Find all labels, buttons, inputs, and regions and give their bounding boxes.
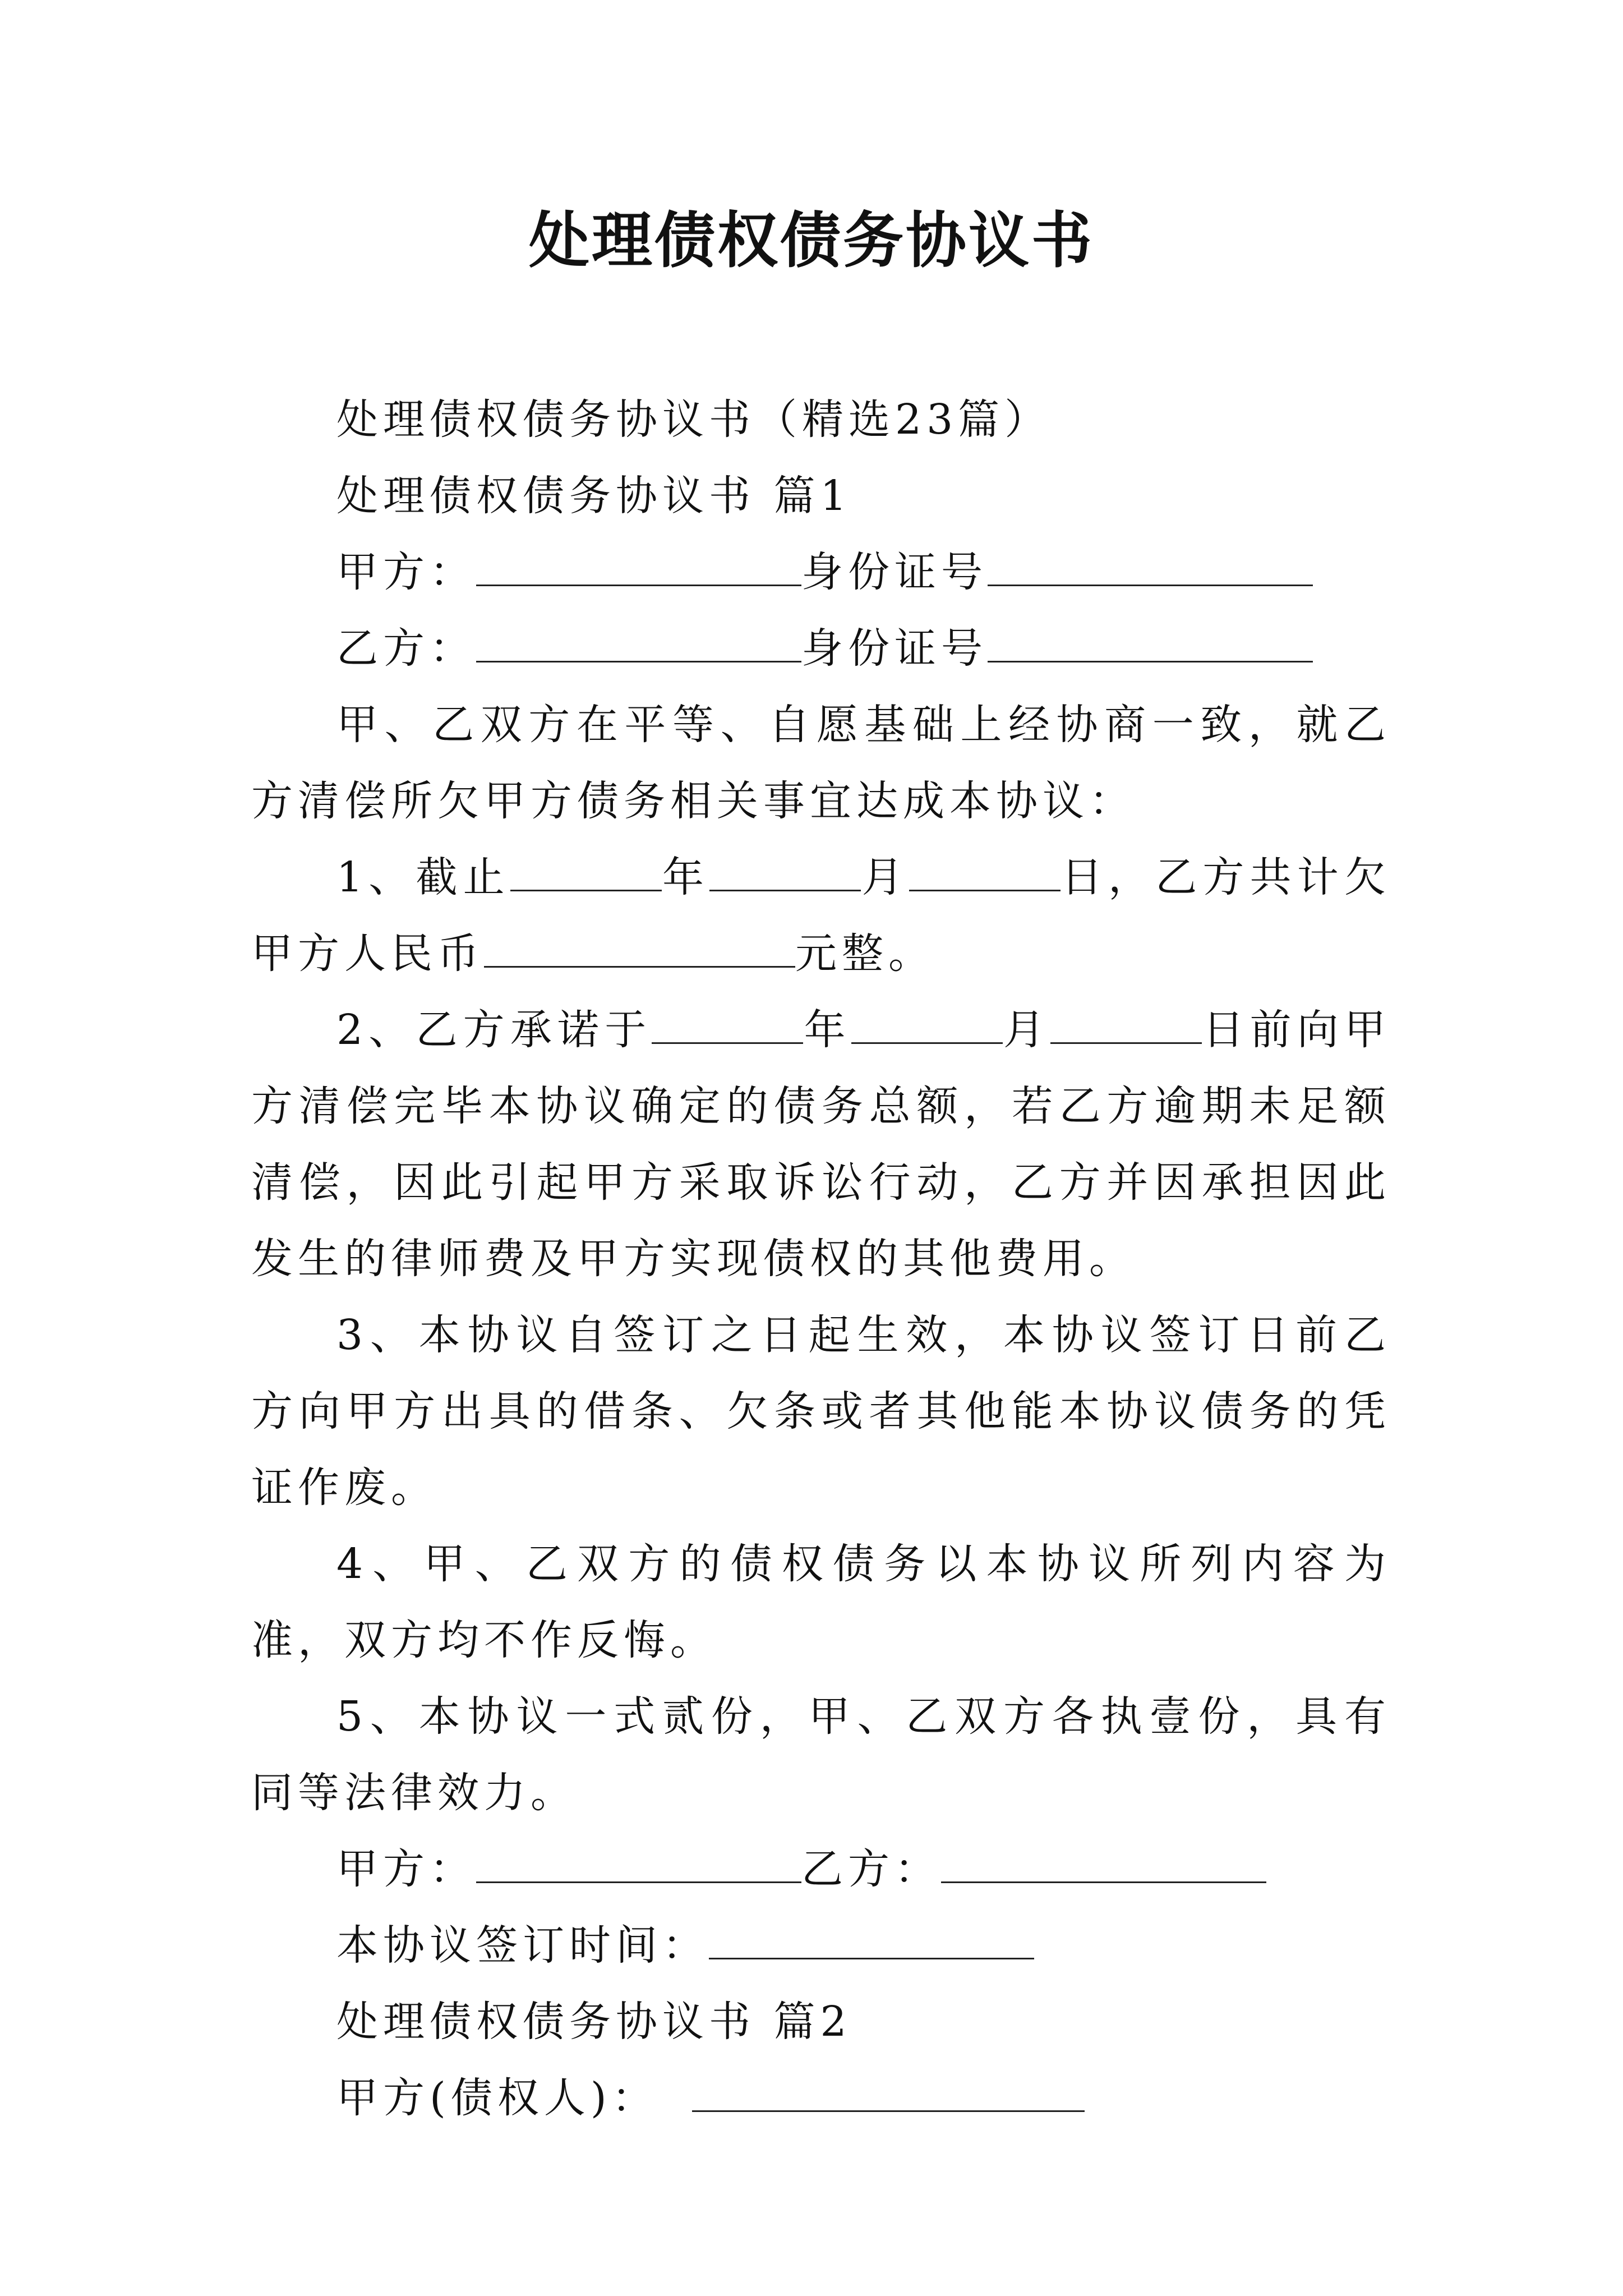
- creditor-line: [251, 2060, 1391, 2136]
- party-a-name-blank: [476, 546, 801, 586]
- clause-2-month: 月: [1002, 1006, 1051, 1054]
- clause-2-prefix: 2、乙方承诺于: [336, 1006, 652, 1054]
- clause-4: 4、甲、乙双方的债权债务以本协议所列内容为准，双方均不作反悔。: [251, 1540, 1391, 1664]
- party-b-name-blank: [476, 623, 801, 662]
- sign-b-blank: [941, 1843, 1266, 1883]
- party-b-id-label: 身份证号: [801, 624, 988, 673]
- party-b-id-blank: [988, 623, 1313, 662]
- clause-1-year-blank: [510, 852, 662, 891]
- clause-1-amount-blank: [484, 928, 795, 968]
- sign-a-blank: [476, 1843, 801, 1883]
- document-title: 处理债权债务协议书: [528, 206, 1094, 276]
- clause-2: [251, 992, 1391, 1297]
- clause-2-rest: 日前向甲方清偿完毕本协议确定的债务总额，若乙方逾期未足额清偿，因此引起甲方采取诉讼行动，乙方并因承担因此发生的律师费及甲方实现债权的其他费用。: [251, 1006, 1391, 1283]
- party-a-id-label: 身份证号: [801, 548, 988, 596]
- section-2-heading: 处理债权债务协议书 篇2: [336, 1998, 852, 2046]
- clause-1-middle: 日，乙方共计欠甲方人民币: [251, 853, 1391, 978]
- clause-5: 5、本协议一式贰份，甲、乙双方各执壹份，具有同等法律效力。: [251, 1692, 1391, 1817]
- section-1-heading: 处理债权债务协议书 篇1: [336, 472, 852, 520]
- signature-line: [251, 1831, 1391, 1907]
- party-a-id-blank: [988, 546, 1313, 586]
- creditor-blank: [692, 2072, 1085, 2112]
- sign-b-label: 乙方：: [801, 1845, 941, 1893]
- document-subtitle: 处理债权债务协议书（精选23篇）: [336, 395, 1052, 444]
- clause-2-year: 年: [803, 1006, 851, 1054]
- clause-2-year-blank: [652, 1004, 803, 1044]
- clause-1-month: 月: [861, 853, 909, 901]
- sign-time-blank: [709, 1920, 1034, 1959]
- creditor-label: 甲方(债权人)：: [336, 2074, 658, 2122]
- clause-2-day-blank: [1050, 1004, 1202, 1044]
- sign-time-line: [251, 1907, 1391, 1984]
- sign-a-label: 甲方：: [336, 1845, 476, 1893]
- party-b-id-line: [251, 610, 1391, 687]
- clause-1-year: 年: [661, 853, 710, 901]
- party-a-id-line: [251, 534, 1391, 610]
- party-b-label: 乙方：: [336, 624, 476, 673]
- clause-1-month-blank: [709, 852, 861, 891]
- intro-paragraph: 甲、乙双方在平等、自愿基础上经协商一致，就乙方清偿所欠甲方债务相关事宜达成本协议：: [251, 701, 1391, 825]
- clause-1-day-blank: [909, 852, 1061, 891]
- clause-1-suffix: 元整。: [795, 930, 935, 978]
- clause-3: 3、本协议自签订之日起生效，本协议签订日前乙方向甲方出具的借条、欠条或者其他能本协议债务的凭证作废。: [251, 1311, 1391, 1512]
- clause-2-month-blank: [851, 1004, 1003, 1044]
- clause-1-prefix: 1、截止: [336, 853, 510, 901]
- sign-time-label: 本协议签订时间：: [336, 1921, 709, 1970]
- document-body: [251, 381, 1391, 2136]
- clause-1: [251, 839, 1391, 992]
- party-a-label: 甲方：: [336, 548, 476, 596]
